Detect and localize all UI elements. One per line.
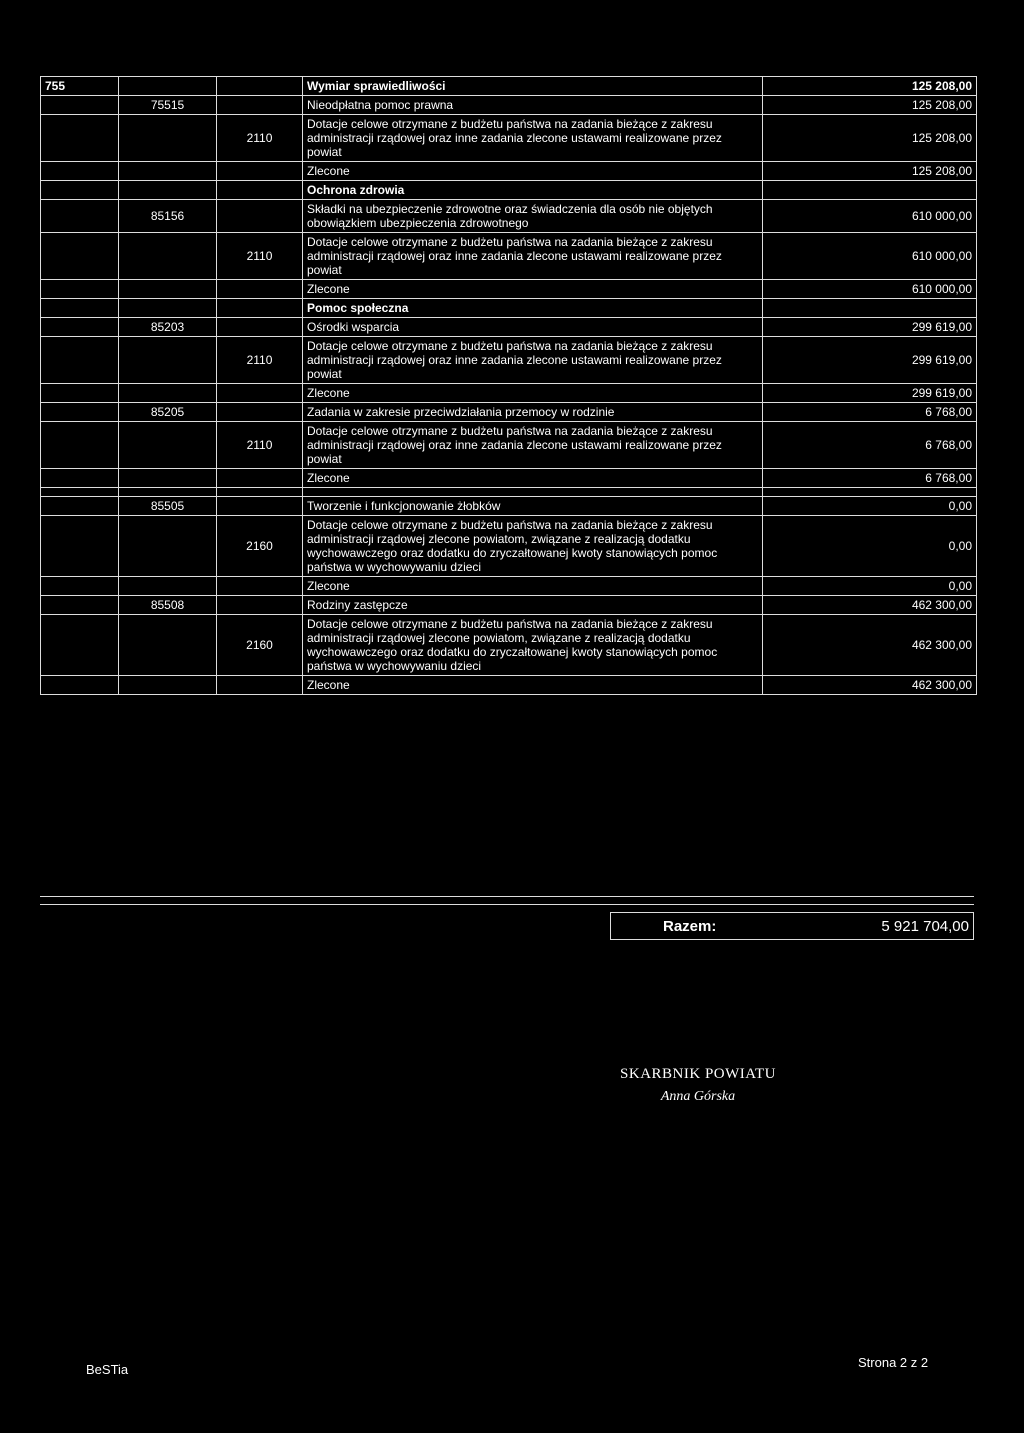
paragraf-cell: [217, 577, 303, 596]
dzial-cell: [41, 162, 119, 181]
dzial-cell: [41, 233, 119, 280]
rozdzial-cell: [119, 384, 217, 403]
paragraf-cell: [217, 384, 303, 403]
paragraf-cell: 2160: [217, 516, 303, 577]
paragraf-cell: 2110: [217, 233, 303, 280]
paragraf-cell: [217, 162, 303, 181]
total-label: Razem:: [663, 917, 717, 935]
dzial-cell: [41, 497, 119, 516]
paragraf-cell: 2110: [217, 422, 303, 469]
description-cell: Rodziny zastępcze: [303, 596, 763, 615]
budget-table: [40, 76, 977, 695]
description-cell: Składki na ubezpieczenie zdrowotne oraz świadczenia dla osób nie objętych obowiązkiem ubezpieczenia zdrowotnego: [303, 200, 763, 233]
dzial-cell: [41, 200, 119, 233]
amount-cell: 462 300,00: [763, 615, 977, 676]
rozdzial-cell: [119, 233, 217, 280]
paragraf-cell: [217, 403, 303, 422]
table-row: [41, 299, 977, 318]
paragraf-cell: [217, 318, 303, 337]
rozdzial-cell: 85205: [119, 403, 217, 422]
paragraf-cell: [217, 469, 303, 488]
rozdzial-cell: [119, 422, 217, 469]
amount-cell: 125 208,00: [763, 162, 977, 181]
table-row: [41, 403, 977, 422]
dzial-cell: [41, 596, 119, 615]
dzial-cell: [41, 181, 119, 200]
description-cell: Zlecone: [303, 676, 763, 695]
description-cell: Zlecone: [303, 577, 763, 596]
paragraf-cell: [217, 299, 303, 318]
description-cell: Pomoc społeczna: [303, 299, 763, 318]
amount-cell: 0,00: [763, 497, 977, 516]
total-row: [610, 912, 974, 940]
budget-table-body: [41, 77, 977, 695]
amount-cell: 125 208,00: [763, 115, 977, 162]
paragraf-cell: [217, 497, 303, 516]
divider-line: [40, 896, 974, 897]
description-cell: Dotacje celowe otrzymane z budżetu państwa na zadania bieżące z zakresu administracji rządowej oraz inne zadania zlecone ustawami realizowane przez powiat: [303, 115, 763, 162]
table-row: [41, 200, 977, 233]
amount-cell: 6 768,00: [763, 422, 977, 469]
table-row: [41, 384, 977, 403]
amount-cell: 0,00: [763, 516, 977, 577]
paragraf-cell: 2110: [217, 337, 303, 384]
paragraf-cell: 2160: [217, 615, 303, 676]
rozdzial-cell: 85508: [119, 596, 217, 615]
table-row: [41, 96, 977, 115]
amount-cell: 610 000,00: [763, 200, 977, 233]
table-row: [41, 676, 977, 695]
table-row: [41, 233, 977, 280]
footer-app-name: BeSTia: [86, 1362, 129, 1377]
paragraf-cell: [217, 181, 303, 200]
dzial-cell: [41, 337, 119, 384]
dzial-cell: [41, 422, 119, 469]
description-cell: Dotacje celowe otrzymane z budżetu państwa na zadania bieżące z zakresu administracji rządowej zlecone powiatom, związane z realizacją dodatku wychowawczego oraz dodatku do zryczałtowanej kwoty stanowiących pomoc państwa w wychowywaniu dzieci: [303, 615, 763, 676]
rozdzial-cell: [119, 162, 217, 181]
amount-cell: 462 300,00: [763, 676, 977, 695]
amount-cell: 125 208,00: [763, 96, 977, 115]
amount-cell: 299 619,00: [763, 384, 977, 403]
paragraf-cell: 2110: [217, 115, 303, 162]
rozdzial-cell: 85505: [119, 497, 217, 516]
rozdzial-cell: [119, 77, 217, 96]
amount-cell: [763, 181, 977, 200]
rozdzial-cell: [119, 181, 217, 200]
dzial-cell: [41, 516, 119, 577]
dzial-cell: [41, 577, 119, 596]
description-cell: Wymiar sprawiedliwości: [303, 77, 763, 96]
rozdzial-cell: [119, 615, 217, 676]
table-row: [41, 181, 977, 200]
rozdzial-cell: 85156: [119, 200, 217, 233]
description-cell: Zlecone: [303, 162, 763, 181]
description-cell: Zlecone: [303, 384, 763, 403]
paragraf-cell: [217, 77, 303, 96]
amount-cell: 6 768,00: [763, 469, 977, 488]
amount-cell: 299 619,00: [763, 337, 977, 384]
signature-title: SKARBNIK POWIATU: [620, 1066, 776, 1082]
amount-cell: 299 619,00: [763, 318, 977, 337]
amount-cell: 610 000,00: [763, 233, 977, 280]
description-cell: Zlecone: [303, 469, 763, 488]
separator-cell: [763, 488, 977, 497]
rozdzial-cell: [119, 469, 217, 488]
rozdzial-cell: [119, 299, 217, 318]
description-cell: Dotacje celowe otrzymane z budżetu państwa na zadania bieżące z zakresu administracji rządowej zlecone powiatom, związane z realizacją dodatku wychowawczego oraz dodatku do zryczałtowanej kwoty stanowiących pomoc państwa w wychowywaniu dzieci: [303, 516, 763, 577]
total-value: 5 921 704,00: [881, 917, 969, 935]
dzial-cell: [41, 615, 119, 676]
table-row: [41, 577, 977, 596]
table-row: [41, 318, 977, 337]
amount-cell: [763, 299, 977, 318]
separator-cell: [119, 488, 217, 497]
paragraf-cell: [217, 596, 303, 615]
table-row: [41, 497, 977, 516]
rozdzial-cell: [119, 115, 217, 162]
rozdzial-cell: [119, 577, 217, 596]
table-row: [41, 469, 977, 488]
dzial-cell: [41, 96, 119, 115]
dzial-cell: [41, 318, 119, 337]
table-row: [41, 162, 977, 181]
description-cell: Dotacje celowe otrzymane z budżetu państwa na zadania bieżące z zakresu administracji rządowej oraz inne zadania zlecone ustawami realizowane przez powiat: [303, 422, 763, 469]
rozdzial-cell: [119, 676, 217, 695]
separator-cell: [41, 488, 119, 497]
table-row: [41, 280, 977, 299]
table-row: [41, 615, 977, 676]
description-cell: Zlecone: [303, 280, 763, 299]
paragraf-cell: [217, 280, 303, 299]
paragraf-cell: [217, 96, 303, 115]
amount-cell: 610 000,00: [763, 280, 977, 299]
description-cell: Dotacje celowe otrzymane z budżetu państwa na zadania bieżące z zakresu administracji rządowej oraz inne zadania zlecone ustawami realizowane przez powiat: [303, 233, 763, 280]
dzial-cell: [41, 676, 119, 695]
table-row: [41, 337, 977, 384]
separator-cell: [303, 488, 763, 497]
dzial-cell: 755: [41, 77, 119, 96]
rozdzial-cell: 85203: [119, 318, 217, 337]
description-cell: Nieodpłatna pomoc prawna: [303, 96, 763, 115]
table-row: [41, 596, 977, 615]
dzial-cell: [41, 115, 119, 162]
dzial-cell: [41, 469, 119, 488]
footer-page-number: Strona 2 z 2: [858, 1355, 929, 1370]
amount-cell: 462 300,00: [763, 596, 977, 615]
amount-cell: 0,00: [763, 577, 977, 596]
amount-cell: 6 768,00: [763, 403, 977, 422]
table-row: [41, 488, 977, 497]
dzial-cell: [41, 384, 119, 403]
description-cell: Zadania w zakresie przeciwdziałania przemocy w rodzinie: [303, 403, 763, 422]
rozdzial-cell: [119, 337, 217, 384]
amount-cell: 125 208,00: [763, 77, 977, 96]
dzial-cell: [41, 403, 119, 422]
divider-line: [40, 904, 974, 905]
description-cell: Ośrodki wsparcia: [303, 318, 763, 337]
description-cell: Tworzenie i funkcjonowanie żłobków: [303, 497, 763, 516]
table-row: [41, 422, 977, 469]
separator-cell: [217, 488, 303, 497]
signature-name: Anna Górska: [660, 1089, 736, 1104]
rozdzial-cell: [119, 516, 217, 577]
table-row: [41, 516, 977, 577]
description-cell: Dotacje celowe otrzymane z budżetu państwa na zadania bieżące z zakresu administracji rządowej oraz inne zadania zlecone ustawami realizowane przez powiat: [303, 337, 763, 384]
rozdzial-cell: 75515: [119, 96, 217, 115]
dzial-cell: [41, 280, 119, 299]
table-row: [41, 115, 977, 162]
table-row: [41, 77, 977, 96]
rozdzial-cell: [119, 280, 217, 299]
paragraf-cell: [217, 200, 303, 233]
signature-stamp: [608, 1066, 788, 1105]
description-cell: Ochrona zdrowia: [303, 181, 763, 200]
paragraf-cell: [217, 676, 303, 695]
dzial-cell: [41, 299, 119, 318]
